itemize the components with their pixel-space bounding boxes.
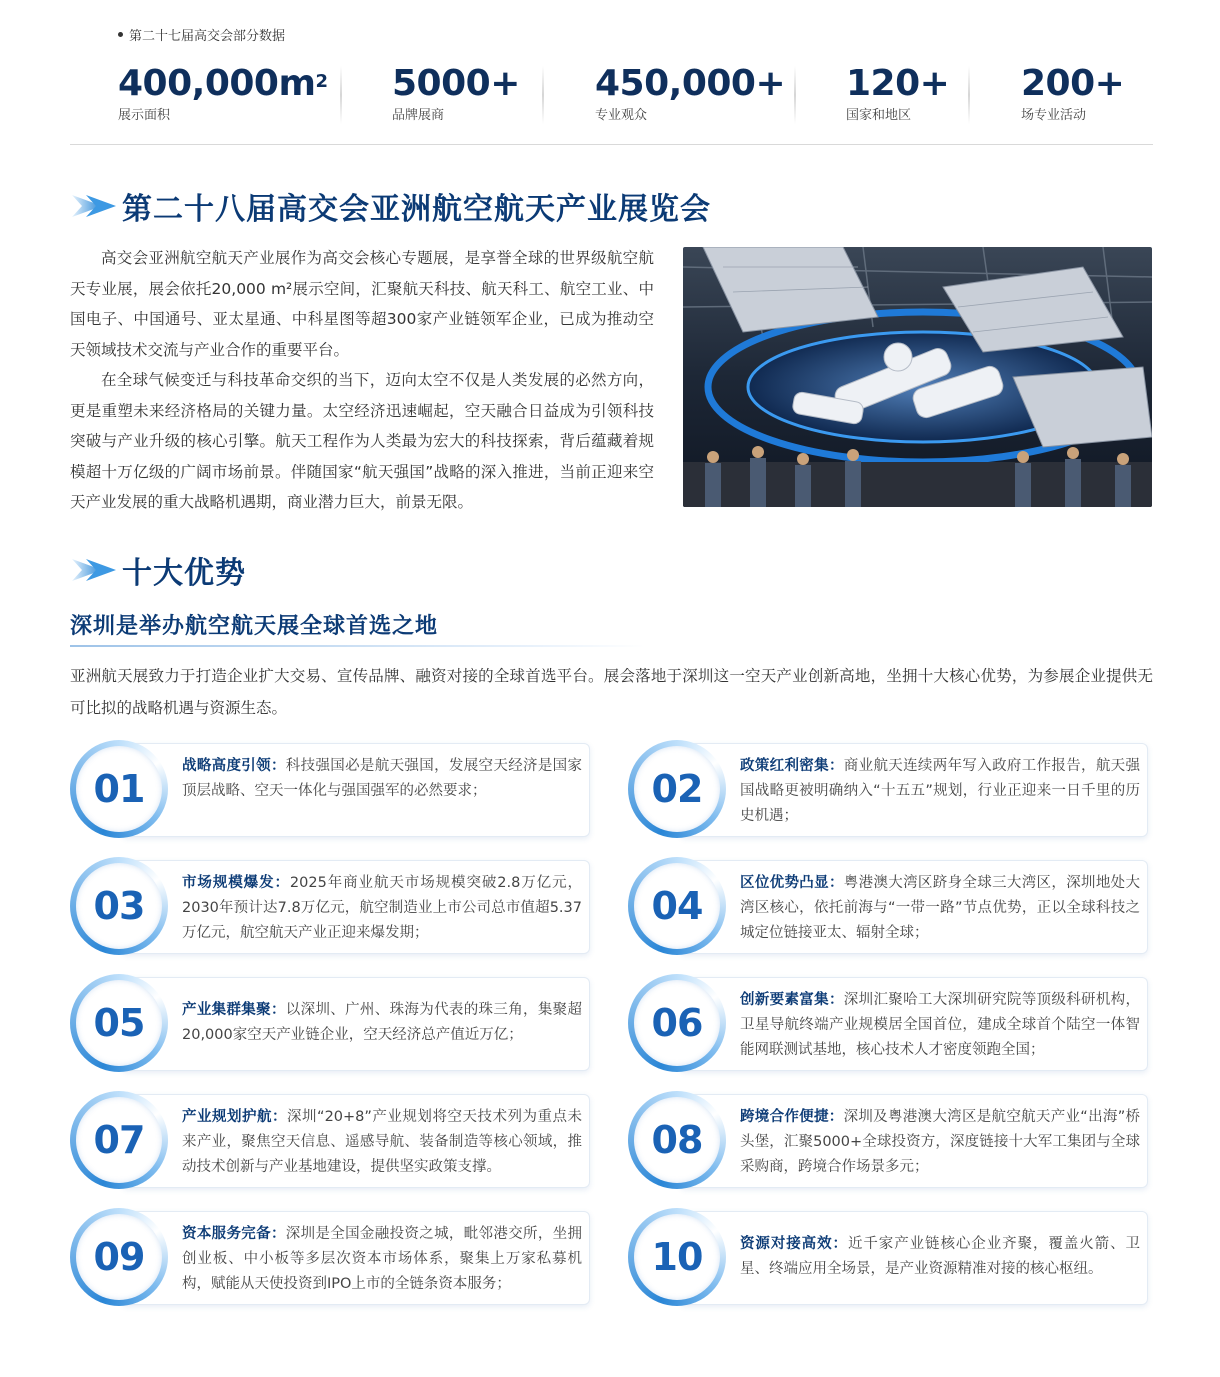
card-number: 05 xyxy=(93,1001,145,1045)
card-number: 08 xyxy=(651,1118,703,1162)
stat-divider xyxy=(340,66,342,124)
card-body: 科技强国必是航天强国，发展空天经济是国家顶层战略、空天一体化与强国强军的必然要求； xyxy=(182,758,583,799)
card-number: 02 xyxy=(651,767,703,811)
card-body: 深圳及粤港澳大湾区是航空航天产业“出海”桥头堡，汇聚5000+全球投资方，深度链接十大军工集团与全球采购商，跨境合作场景多元； xyxy=(740,1109,1141,1175)
card-number: 04 xyxy=(651,884,703,928)
section-header-expo xyxy=(72,184,711,228)
intro-paragraph: 在全球气候变迁与科技革命交织的当下，迈向太空不仅是人类发展的必然方向，更是重塑未来经济格局的关键力量。太空经济迅速崛起，空天融合日益成为引领科技突破与产业升级的核心引擎。航天工程作为人类最为宏大的科技探索，背后蕴藏着规模超十万亿级的广阔市场前景。伴随国家“航天强国”战略的深入推进，当前正迎来空天产业发展的重大战略机遇期，商业潜力巨大，前景无限。 xyxy=(70,371,654,511)
card-title: 创新要素富集： xyxy=(740,992,844,1008)
section-title: 第二十八届高交会亚洲航空航天产业展览会 xyxy=(122,192,711,227)
stat-label: 专业观众 xyxy=(595,108,648,123)
stat-value: 200+ xyxy=(1021,63,1125,104)
card-title: 市场规模爆发： xyxy=(182,875,290,891)
card-title: 资源对接高效： xyxy=(740,1236,848,1252)
card-title: 资本服务完备： xyxy=(182,1226,286,1242)
card-number: 10 xyxy=(651,1235,703,1279)
card-text xyxy=(740,1232,1140,1282)
stat-label: 展示面积 xyxy=(118,108,171,123)
advantage-card xyxy=(628,1091,1153,1189)
card-text xyxy=(740,988,1140,1063)
card-title: 产业集群集聚： xyxy=(182,1002,286,1018)
stats-caption-text: 第二十七届高交会部分数据 xyxy=(129,29,286,44)
advantage-card xyxy=(70,740,595,838)
card-text xyxy=(740,871,1140,946)
card-text xyxy=(182,1222,582,1297)
card-text xyxy=(182,998,582,1048)
stats-row xyxy=(70,62,1153,132)
divider xyxy=(70,144,1153,145)
card-body: 2025年商业航天市场规模突破2.8万亿元，2030年预计达7.8万亿元，航空制造业上市公司总市值超5.37万亿元，航空航天产业正迎来爆发期； xyxy=(182,875,582,941)
advantage-card xyxy=(70,1091,595,1189)
description: 亚洲航天展致力于打造企业扩大交易、宣传品牌、融资对接的全球首选平台。展会落地于深圳这一空天产业创新高地，坐拥十大核心优势，为参展企业提供无可比拟的战略机遇与资源生态。 xyxy=(70,667,1153,717)
card-number: 07 xyxy=(93,1118,145,1162)
arrow-icon xyxy=(72,557,116,583)
stat-visitors xyxy=(595,62,785,123)
stat-area xyxy=(118,62,328,123)
bullet-icon xyxy=(118,32,123,37)
stat-value: 120+ xyxy=(846,63,950,104)
stat-label: 场专业活动 xyxy=(1021,108,1087,123)
card-number: 09 xyxy=(93,1235,145,1279)
card-number: 06 xyxy=(651,1001,703,1045)
card-title: 产业规划护航： xyxy=(182,1109,288,1125)
stat-countries xyxy=(846,62,949,123)
card-body: 深圳“20+8”产业规划将空天技术列为重点未来产业，聚焦空天信息、遥感导航、装备制造等核心领域，推动技术创新与产业基地建设，提供坚实政策支撑。 xyxy=(182,1109,582,1175)
section-header-advantages xyxy=(72,548,246,592)
card-text xyxy=(182,1105,582,1180)
card-title: 政策红利密集： xyxy=(740,758,844,774)
card-title: 跨境合作便捷： xyxy=(740,1109,844,1125)
stat-events xyxy=(1021,62,1124,123)
card-body: 近千家产业链核心企业齐聚，覆盖火箭、卫星、终端应用全场景，是产业资源精准对接的核心枢纽。 xyxy=(740,1236,1141,1277)
advantage-card xyxy=(628,1208,1153,1306)
card-body: 粤港澳大湾区跻身全球三大湾区，深圳地处大湾区核心，依托前海与“一带一路”节点优势，正以全球科技之城定位链接亚太、辐射全球； xyxy=(740,875,1141,941)
subtitle: 深圳是举办航空航天展全球首选之地 xyxy=(70,614,439,639)
intro-paragraph: 高交会亚洲航空航天产业展作为高交会核心专题展，是享誉全球的世界级航空航天专业展，展会依托20,000 m²展示空间，汇聚航天科技、航天科工、航空工业、中国电子、中国通号、亚太星通、中科星图等超300家产业链领军企业，已成为推动空天领域技术交流与产业合作的重要平台。 xyxy=(70,249,654,359)
card-body: 以深圳、广州、珠海为代表的珠三角，集聚超20,000家空天产业链企业，空天经济总产值近万亿； xyxy=(182,1002,583,1043)
section-title: 十大优势 xyxy=(122,556,246,591)
card-number: 03 xyxy=(93,884,145,928)
advantage-card xyxy=(70,974,595,1072)
card-text xyxy=(740,1105,1140,1180)
stat-divider xyxy=(968,66,970,124)
card-title: 区位优势凸显： xyxy=(740,875,844,891)
card-body: 深圳是全国金融投资之城，毗邻港交所，坐拥创业板、中小板等多层次资本市场体系，聚集上万家私募机构，赋能从天使投资到IPO上市的全链条资本服务； xyxy=(182,1226,583,1292)
card-text xyxy=(182,871,582,946)
stat-divider xyxy=(542,66,544,124)
advantage-card xyxy=(628,857,1153,955)
card-body: 深圳汇聚哈工大深圳研究院等顶级科研机构，卫星导航终端产业规模居全国首位，建成全球首个陆空一体智能网联测试基地，核心技术人才密度领跑全国； xyxy=(740,992,1141,1058)
advantage-card xyxy=(70,1208,595,1306)
advantage-card xyxy=(70,857,595,955)
card-text xyxy=(182,754,582,804)
card-body: 商业航天连续两年写入政府工作报告，航天强国战略更被明确纳入“十五五”规划，行业正迎来一日千里的历史机遇； xyxy=(740,758,1141,824)
stat-value: 450,000+ xyxy=(595,63,786,104)
advantage-card xyxy=(628,740,1153,838)
card-number: 01 xyxy=(93,767,145,811)
intro-text xyxy=(70,243,654,518)
advantage-card xyxy=(628,974,1153,1072)
arrow-icon xyxy=(72,193,116,219)
space-station-photo xyxy=(683,247,1152,507)
stat-label: 国家和地区 xyxy=(846,108,912,123)
stat-exhibitors xyxy=(392,62,520,123)
card-text xyxy=(740,754,1140,829)
card-title: 战略高度引领： xyxy=(182,758,286,774)
stat-value: 5000+ xyxy=(392,63,520,104)
stat-label: 品牌展商 xyxy=(392,108,445,123)
subtitle-underline xyxy=(70,645,645,647)
stat-value: $400,000m^2$ xyxy=(118,63,328,104)
stats-caption xyxy=(118,25,285,44)
stat-divider xyxy=(794,66,796,124)
